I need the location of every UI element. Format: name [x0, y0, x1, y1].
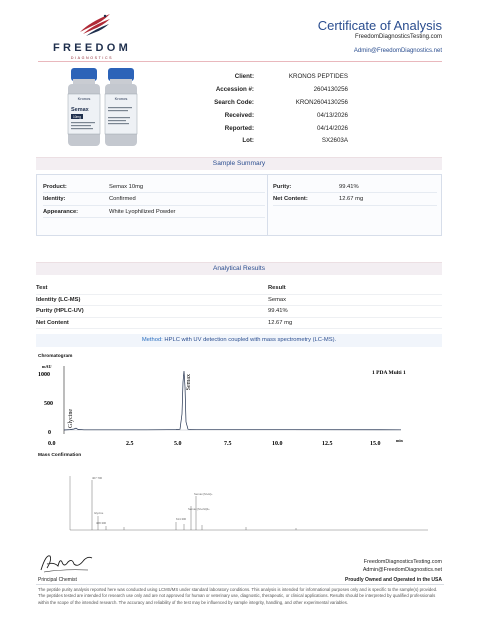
- client-info-key: Reported:: [224, 124, 254, 132]
- summary-value: 12.67 mg: [339, 196, 364, 203]
- chromatogram-chart: [36, 362, 442, 448]
- y-tick-0: 0: [48, 430, 51, 436]
- document-title: Certificate of Analysis: [317, 18, 442, 33]
- client-info-value: KRONOS PEPTIDES: [288, 72, 348, 80]
- signature-image: [38, 550, 94, 576]
- ms-annot-3: Glycine: [94, 511, 104, 515]
- client-info-value: SX2603A: [321, 137, 348, 145]
- product-photo: [58, 66, 146, 150]
- x-tick-15: 15.0: [370, 441, 381, 447]
- summary-value: White Lyophilized Powder: [109, 208, 176, 215]
- results-col-test: Test: [36, 285, 48, 291]
- summary-left-column: [43, 181, 265, 218]
- summary-row: [273, 193, 437, 205]
- principal-chemist-label: Principal Chemist: [38, 577, 77, 583]
- client-info-value: 2604130256: [313, 85, 348, 93]
- ms-annot-1: Semax [M+H]+: [194, 492, 213, 496]
- client-info-block: [200, 70, 400, 147]
- results-value: 99.41%: [268, 308, 288, 315]
- client-info-key: Received:: [224, 111, 254, 119]
- client-info-row: [200, 122, 400, 135]
- x-tick-7_5: 7.5: [224, 441, 232, 447]
- results-table: [36, 283, 442, 329]
- y-tick-500: 500: [44, 401, 53, 407]
- method-key: Method:: [141, 337, 163, 343]
- x-tick-12_5: 12.5: [322, 441, 333, 447]
- summary-key: Net Content:: [273, 196, 308, 203]
- summary-key: Product:: [43, 184, 67, 190]
- results-header-row: [36, 283, 442, 295]
- x-tick-0: 0.0: [48, 441, 56, 447]
- y-tick-1000: 1000: [38, 372, 50, 378]
- results-row: [36, 295, 442, 307]
- client-info-key: Search Code:: [214, 98, 254, 106]
- x-tick-2_5: 2.5: [126, 441, 134, 447]
- disclaimer-text: The peptide purity analysis reported here was conducted using LCMS/MS under standard laboratory conditions. This analysis is intended for informational purposes only and is specific to the sample(s) provided. The peptides tested are intended for research use only and are not approved for human or veterinary use, diagnostic, therapeutic, or clinical applications. Results should be interpreted by qualified professionals within the scope of the intended research. The accuracy and reliability of the test may be influenced by sample integrity, handling, and other experimental variables.: [38, 587, 438, 605]
- summary-key: Appearance:: [43, 208, 79, 215]
- x-unit: min: [396, 438, 403, 443]
- analytical-results-header: Analytical Results: [36, 262, 442, 275]
- sample-summary-box: [36, 174, 442, 236]
- summary-key: Purity:: [273, 184, 292, 190]
- footer-email-link[interactable]: Admin@FreedomDiagnostics.net: [362, 567, 442, 573]
- summary-key: Identity:: [43, 196, 66, 203]
- chromatogram-y-unit: mAU: [42, 364, 52, 369]
- eagle-flag-icon: [78, 12, 112, 38]
- vial-left-name: Semax: [71, 107, 89, 113]
- results-test: Identity (LC-MS): [36, 296, 81, 303]
- summary-divider: [267, 175, 268, 235]
- results-test: Net Content: [36, 319, 69, 326]
- summary-row: [43, 181, 265, 193]
- header-email-link[interactable]: Admin@FreedomDiagnostics.net: [353, 48, 442, 54]
- ms-annot-0: 407.700: [92, 476, 103, 480]
- chromatogram-label: Chromatogram: [38, 354, 73, 359]
- vials-image: [58, 66, 146, 150]
- ms-annot-2: Semax [M+2H]2+: [188, 507, 210, 511]
- ms-annot-5: 408.300: [96, 521, 107, 525]
- vial-right-brand: Kronos: [114, 96, 128, 101]
- method-text: HPLC with UV detection coupled with mass spectrometry (LC-MS).: [164, 337, 337, 343]
- results-value: Semax: [268, 296, 287, 303]
- method-note: [36, 334, 442, 347]
- peak-label-semax: Semax: [186, 374, 192, 391]
- header-divider: [38, 61, 442, 62]
- footer-usa-note: Proudly Owned and Operated in the USA: [345, 577, 442, 583]
- summary-row: [43, 206, 265, 218]
- results-value: 12.67 mg: [268, 319, 293, 326]
- brand-logo: [52, 12, 132, 64]
- header-website-link[interactable]: FreedomDiagnosticsTesting.com: [354, 34, 442, 40]
- summary-row: [43, 193, 265, 205]
- x-tick-5: 5.0: [174, 441, 182, 447]
- summary-value: Semax 10mg: [109, 184, 144, 190]
- mass-spectrum-chart: [36, 470, 442, 540]
- summary-right-column: [273, 181, 437, 206]
- client-info-value: 04/13/2026: [317, 111, 348, 119]
- chromatogram-trace: [64, 371, 401, 430]
- brand-tagline: DIAGNOSTICS: [70, 56, 114, 60]
- results-row: [36, 318, 442, 330]
- ms-annot-4: 614.300: [176, 517, 187, 521]
- client-info-row: [200, 70, 400, 83]
- results-test: Purity (HPLC-UV): [36, 308, 84, 315]
- client-info-value: KRON2604130256: [295, 98, 348, 106]
- footer-divider: [36, 584, 444, 585]
- peak-label-glycine: Glycine: [68, 409, 74, 428]
- summary-value: Confirmed: [109, 196, 136, 203]
- summary-value: 99.41%: [339, 184, 359, 190]
- client-info-row: [200, 109, 400, 122]
- results-col-result: Result: [268, 285, 286, 291]
- detector-label: 1 PDA Multi 1: [372, 370, 406, 376]
- client-info-row: [200, 134, 400, 147]
- x-tick-10: 10.0: [272, 441, 283, 447]
- summary-row: [273, 181, 437, 193]
- client-info-value: 04/14/2026: [317, 124, 348, 132]
- footer-website-link[interactable]: FreedomDiagnosticsTesting.com: [363, 559, 442, 565]
- mass-confirmation-label: Mass Confirmation: [38, 453, 82, 458]
- client-info-row: [200, 96, 400, 109]
- sample-summary-header: Sample Summary: [36, 157, 442, 170]
- client-info-key: Accession #:: [215, 85, 254, 93]
- client-info-row: [200, 83, 400, 96]
- client-info-key: Client:: [234, 72, 254, 80]
- results-row: [36, 306, 442, 318]
- client-info-key: Lot:: [242, 137, 254, 145]
- vial-left-brand: Kronos: [77, 96, 91, 101]
- brand-name: FREEDOM: [52, 42, 132, 54]
- vial-left-dose: 10mg: [73, 115, 81, 119]
